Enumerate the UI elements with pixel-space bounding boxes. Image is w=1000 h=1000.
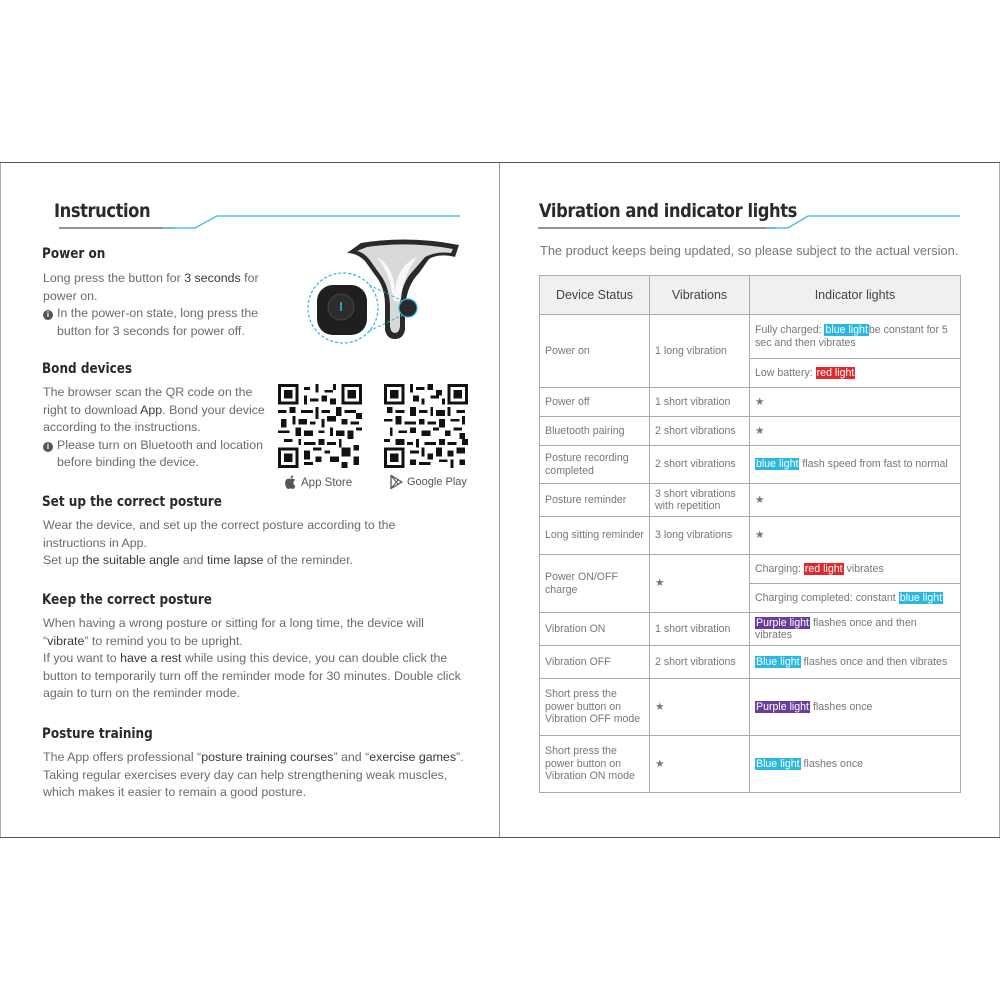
vibration-cell: ★ — [650, 555, 750, 613]
page-left — [0, 163, 500, 837]
status-cell: Posture recording completed — [540, 446, 650, 484]
vibration-cell: 1 short vibration — [650, 388, 750, 417]
light-cell: Charging completed: constant blue light — [750, 584, 961, 613]
qr-code-google-play[interactable] — [384, 384, 468, 468]
light-cell: Purple light flashes once and then vibrates — [750, 613, 961, 646]
column-header: Vibrations — [650, 276, 750, 315]
page-title: Instruction — [54, 200, 151, 222]
status-cell: Posture reminder — [540, 484, 650, 517]
status-cell: Short press the power button on Vibration OFF mode — [540, 679, 650, 736]
vibration-table — [539, 275, 961, 793]
heading-posture-training: Posture training — [42, 726, 153, 742]
light-cell: Blue light flashes once and then vibrates — [750, 646, 961, 679]
vibration-cell: 3 long vibrations — [650, 517, 750, 555]
table-row — [540, 484, 961, 517]
set-up-posture-text: Wear the device, and set up the correct posture according to the instructions in App. Set up the suitable angle and time lapse of the reminder. — [43, 518, 396, 567]
page-title: Vibration and indicator lights — [539, 200, 797, 222]
vibration-cell: ★ — [650, 679, 750, 736]
title-underline — [45, 208, 465, 232]
table-row — [540, 613, 961, 646]
status-cell: Power off — [540, 388, 650, 417]
blue-light-label: blue light — [899, 591, 943, 604]
status-cell: Vibration OFF — [540, 646, 650, 679]
device-illustration — [299, 235, 469, 347]
info-icon: i — [43, 310, 53, 320]
status-cell: Bluetooth pairing — [540, 417, 650, 446]
column-header: Indicator lights — [750, 276, 961, 315]
red-light-label: red light — [804, 562, 843, 575]
status-cell: Power on — [540, 315, 650, 388]
table-row — [540, 517, 961, 555]
status-cell: Long sitting reminder — [540, 517, 650, 555]
power-on-text: Long press the button for 3 seconds for power on. i In the power-on state, long press the button for 3 seconds for power off. — [43, 271, 259, 338]
status-cell: Short press the power button on Vibration ON mode — [540, 736, 650, 793]
light-cell: Charging: red light vibrates — [750, 555, 961, 584]
purple-light-label: Purple light — [756, 616, 809, 629]
light-cell: Low battery: red light — [750, 359, 961, 388]
vibration-cell: 1 short vibration — [650, 613, 750, 646]
light-cell: Blue light flashes once — [750, 736, 961, 793]
bond-devices-text: The browser scan the QR code on the right to download App. Bond your device according to the instructions. i Please turn on Bluetooth and location before binding the device. — [43, 385, 265, 469]
heading-bond-devices: Bond devices — [42, 361, 133, 377]
status-cell: Vibration ON — [540, 613, 650, 646]
table-row — [540, 679, 961, 736]
vibration-cell: 1 long vibration — [650, 315, 750, 388]
purple-light-label: Purple light — [756, 700, 809, 713]
info-icon: i — [43, 442, 53, 452]
light-cell: Purple light flashes once — [750, 679, 961, 736]
app-store-badge[interactable]: App Store — [284, 475, 352, 490]
intro-text: The product keeps being updated, so please subject to the actual version. — [540, 243, 959, 258]
qr-code-app-store[interactable] — [278, 384, 362, 468]
table-header-row — [540, 276, 961, 315]
blue-light-label: blue light — [756, 458, 799, 471]
light-cell: ★ — [750, 484, 961, 517]
apple-icon — [284, 475, 297, 490]
vibration-cell: ★ — [650, 736, 750, 793]
light-cell: Fully charged: blue lightbe constant for 5 sec and then vibrates — [750, 315, 961, 359]
light-cell: ★ — [750, 417, 961, 446]
light-cell: ★ — [750, 388, 961, 417]
table-row — [540, 446, 961, 484]
vibration-cell: 2 short vibrations — [650, 646, 750, 679]
light-cell: ★ — [750, 517, 961, 555]
blue-light-label: blue light — [825, 324, 868, 336]
table-row — [540, 388, 961, 417]
status-cell: Power ON/OFF charge — [540, 555, 650, 613]
light-cell: blue light flash speed from fast to normal — [750, 446, 961, 484]
heading-power-on: Power on — [42, 246, 106, 262]
google-play-icon — [390, 475, 403, 489]
table-row — [540, 315, 961, 359]
blue-light-label: Blue light — [756, 757, 800, 770]
posture-training-text: The App offers professional “posture training courses” and “exercise games”. Taking regular exercises every day can help strengthening weak muscles, which makes it easier to remain a good posture. — [43, 750, 464, 799]
table-row — [540, 646, 961, 679]
blue-light-label: Blue light — [756, 655, 800, 668]
table-row — [540, 736, 961, 793]
heading-keep-posture: Keep the correct posture — [42, 592, 212, 608]
heading-set-up-posture: Set up the correct posture — [42, 494, 222, 510]
keep-posture-text: When having a wrong posture or sitting for a long time, the device will “vibrate” to remind you to be upright. If you want to have a rest while using this device, you can double click the button to temporarily turn off the reminder mode for 30 minutes. Double click again to turn on the reminder mode. — [43, 616, 461, 700]
title-underline — [536, 208, 960, 232]
google-play-badge[interactable]: Google Play — [390, 475, 467, 489]
red-light-label: red light — [816, 366, 855, 379]
manual-spread — [0, 162, 1000, 838]
vibration-cell: 2 short vibrations — [650, 446, 750, 484]
page-right — [500, 163, 1000, 837]
table-row — [540, 555, 961, 584]
table-row — [540, 417, 961, 446]
vibration-cell: 2 short vibrations — [650, 417, 750, 446]
vibration-cell: 3 short vibrations with repetition — [650, 484, 750, 517]
column-header: Device Status — [540, 276, 650, 315]
